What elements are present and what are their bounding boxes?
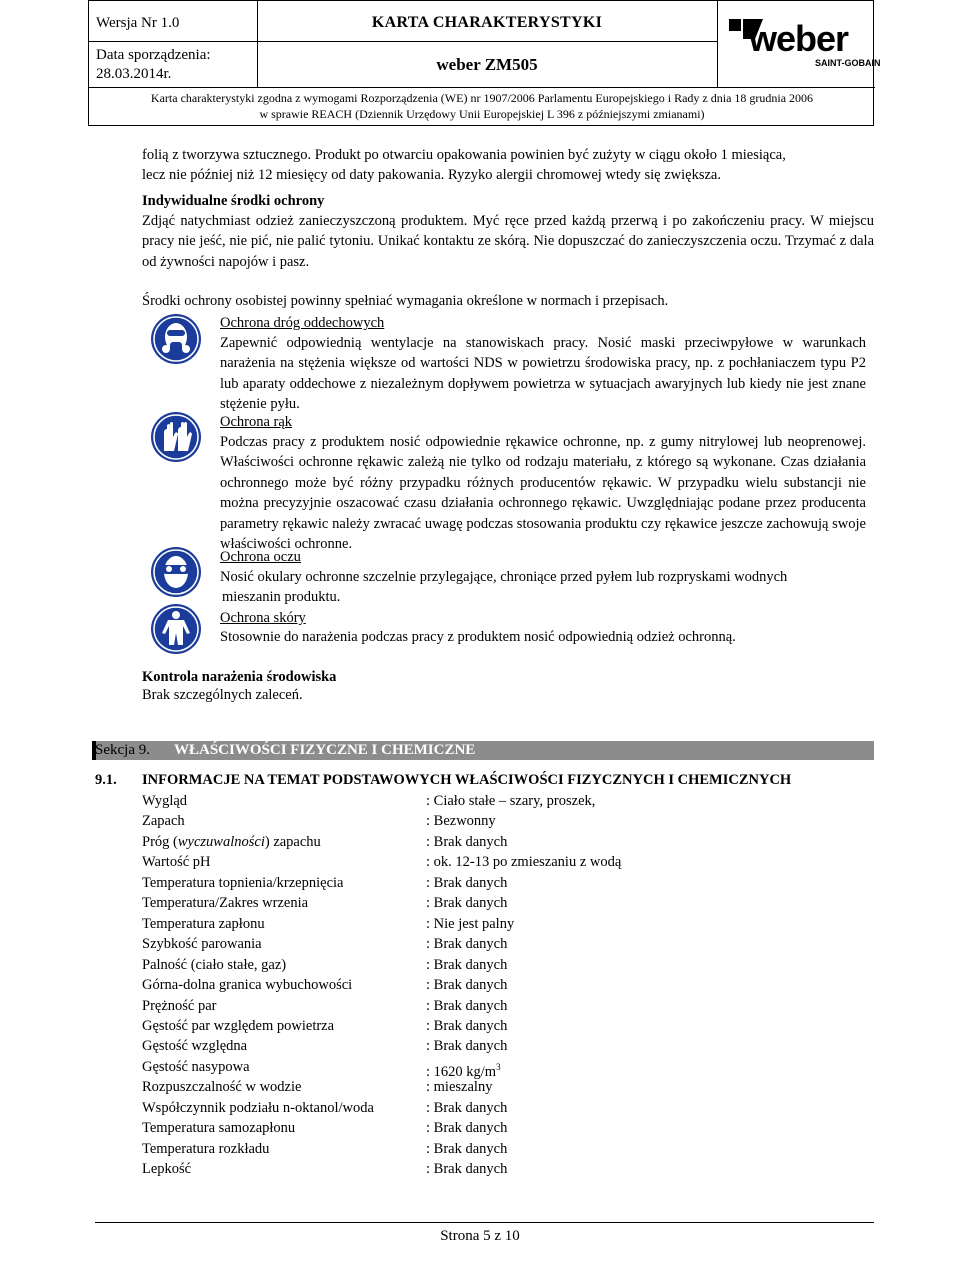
property-name: Gęstość par względem powietrza (142, 1017, 335, 1034)
property-name: Gęstość nasypowa (142, 1058, 250, 1075)
property-name: Szybkość parowania (142, 936, 262, 953)
property-name: Wygląd (142, 793, 188, 809)
property-name: Temperatura samozapłonu (142, 1120, 296, 1137)
property-value: : Nie jest palny (426, 915, 515, 932)
property-name: Współczynnik podziału n-oktanol/woda (142, 1099, 374, 1116)
property-name: Gęstość względna (142, 1038, 248, 1055)
property-name: Rozpuszczalność w wodzie (142, 1079, 302, 1096)
regulation-line-1: Karta charakterystyki zgodna z wymogami Rozporządzenia (WE) nr 1907/2006 Parlamentu Europejskiego i Rady z dnia 18 grudnia 2006 (150, 91, 814, 105)
property-value: : Brak danych (426, 1161, 508, 1178)
subsection-title: INFORMACJE NA TEMAT PODSTAWOWYCH WŁAŚCIWOŚCI FIZYCZNYCH I CHEMICZNYCH (142, 772, 792, 788)
product-name: weber ZM505 (436, 55, 538, 74)
property-value: : Brak danych (426, 1120, 508, 1137)
date-label: Data sporządzenia: (96, 47, 211, 63)
subsection-number: 9.1. (95, 772, 117, 788)
intro-line-2: lecz nie później niż 12 miesięcy od daty pakowania. Ryzyko alergii chromowej wtedy się zwiększa. (142, 167, 721, 183)
skin-text: Stosownie do narażenia podczas pracy z produktem nosić odpowiednią odzież ochronną. (220, 629, 736, 645)
ppe-text: Zdjąć natychmiast odzież zanieczyszczoną produktem. Myć ręce przed każdą przerwą i po zakończeniu pracy. W miejscu pracy nie jeść, nie pić, nie palić tytoniu. Unikać kontaktu ze skórą. Nie dopuszczać do zanieczyszczenia oczu. Trzymać z dala od żywności napojów i pasz. (142, 213, 874, 270)
property-name: Prężność par (142, 997, 217, 1014)
env-heading: Kontrola narażenia środowiska (142, 669, 337, 685)
property-value: : 1620 $kg/m^3$ (426, 1061, 501, 1080)
property-value: : Brak danych (426, 997, 508, 1014)
hands-title: Ochrona rąk (220, 414, 293, 430)
eyes-text-1: Nosić okulary ochronne szczelnie przylegające, chroniące przed pyłem lub rozpryskami wodnych (220, 569, 788, 585)
property-name: Palność (ciało stałe, gaz) (142, 956, 287, 973)
date-value: 28.03.2014r. (96, 66, 172, 82)
property-name: Temperatura topnienia/krzepnięcia (142, 874, 344, 891)
property-name: Lepkość (142, 1161, 192, 1178)
property-value: : Brak danych (426, 1038, 508, 1055)
property-value: : Brak danych (426, 874, 508, 891)
property-value: : Brak danych (426, 1140, 508, 1157)
env-text: Brak szczególnych zaleceń. (142, 687, 303, 703)
page-number: Strona 5 z 10 (440, 1228, 520, 1244)
regulation-line-2: w sprawie REACH (Dziennik Urzędowy Unii Europejskiej L 396 z późniejszymi zmianami) (259, 107, 705, 121)
property-name: Wartość pH (142, 854, 211, 871)
property-value: : Brak danych (426, 956, 508, 973)
property-name: Temperatura rozkładu (142, 1140, 270, 1157)
property-name: Górna-dolna granica wybuchowości (142, 977, 353, 994)
property-value: : Bezwonny (426, 813, 496, 830)
respiratory-title: Ochrona dróg oddechowych (220, 315, 385, 331)
property-value: : Brak danych (426, 833, 508, 850)
gloves-icon (150, 411, 202, 463)
logo-subtext: SAINT-GOBAIN (815, 58, 881, 68)
eyes-text-2: mieszanin produktu. (222, 589, 341, 605)
logo-wordmark: weber (749, 18, 849, 59)
respiratory-text: Zapewnić odpowiednią wentylacje na stanowiskach pracy. Nosić maski przeciwpyłowe w warunkach narażenia na stężenia większe od wartości NDS w powietrzu środowiska pracy, np. z pochłaniaczem typu P2 lub aparaty oddechowe z niezależnym dopływem powietrza w sytuacjach awaryjnych lub kiedy nie jest znane stężenie pyłu. (220, 335, 866, 413)
property-value: : Brak danych (426, 1017, 508, 1034)
property-name: Temperatura/Zakres wrzenia (142, 895, 309, 912)
property-value: : Brak danych (426, 1099, 508, 1116)
goggles-icon (150, 546, 202, 598)
weber-logo (729, 15, 881, 71)
footer-rule (95, 1222, 874, 1223)
document-header (88, 0, 881, 126)
section-9-label: Sekcja 9. (95, 742, 150, 758)
property-value: : Brak danych (426, 895, 508, 912)
protective-clothing-icon (150, 603, 202, 655)
hands-text: Podczas pracy z produktem nosić odpowiednie rękawice ochronne, np. z gumy nitrylowej lub neoprenowej. Właściwości ochronne rękawic zależą nie tylko od rodzaju materiału, z którego są wykonane. Czas działania ochronnego może być różny przypadku różnych producentów rękawic. W przypadku wielu substancji nie można precyzyjnie oszacować czasu działania ochronnego rękawic. Uwzględniając podane przez producenta parametry rękawic należy zwracać uwagę podczas stosowania produktu czy rękawice jeszcze zachowują swoje właściwości ochronne. (220, 434, 866, 553)
property-value: : Brak danych (426, 977, 508, 994)
skin-title: Ochrona skóry (220, 610, 306, 626)
respirator-icon (150, 313, 202, 365)
property-value: : ok. 12-13 po zmieszaniu z wodą (426, 854, 622, 871)
section-9-bar (92, 741, 874, 760)
document-title: KARTA CHARAKTERYSTYKI (371, 14, 603, 31)
property-value: : Brak danych (426, 936, 508, 953)
property-value: : mieszalny (426, 1079, 493, 1096)
property-name: Próg (wyczuwalności) zapachu (142, 833, 321, 850)
property-name: Zapach (142, 813, 185, 830)
section-9-title: WŁAŚCIWOŚCI FIZYCZNE I CHEMICZNE (174, 742, 476, 758)
ppe-heading: Indywidualne środki ochrony (142, 193, 325, 209)
property-name: Temperatura zapłonu (142, 915, 265, 932)
ppe-norms: Środki ochrony osobistej powinny spełniać wymagania określone w normach i przepisach. (142, 293, 669, 309)
intro-line-1: folią z tworzywa sztucznego. Produkt po otwarciu opakowania powinien być zużyty w ciągu około 1 miesiąca, (142, 147, 786, 163)
version-label: Wersja Nr 1.0 (96, 15, 180, 31)
property-value: : Ciało stałe – szary, proszek, (426, 793, 596, 809)
eyes-title: Ochrona oczu (220, 549, 301, 565)
